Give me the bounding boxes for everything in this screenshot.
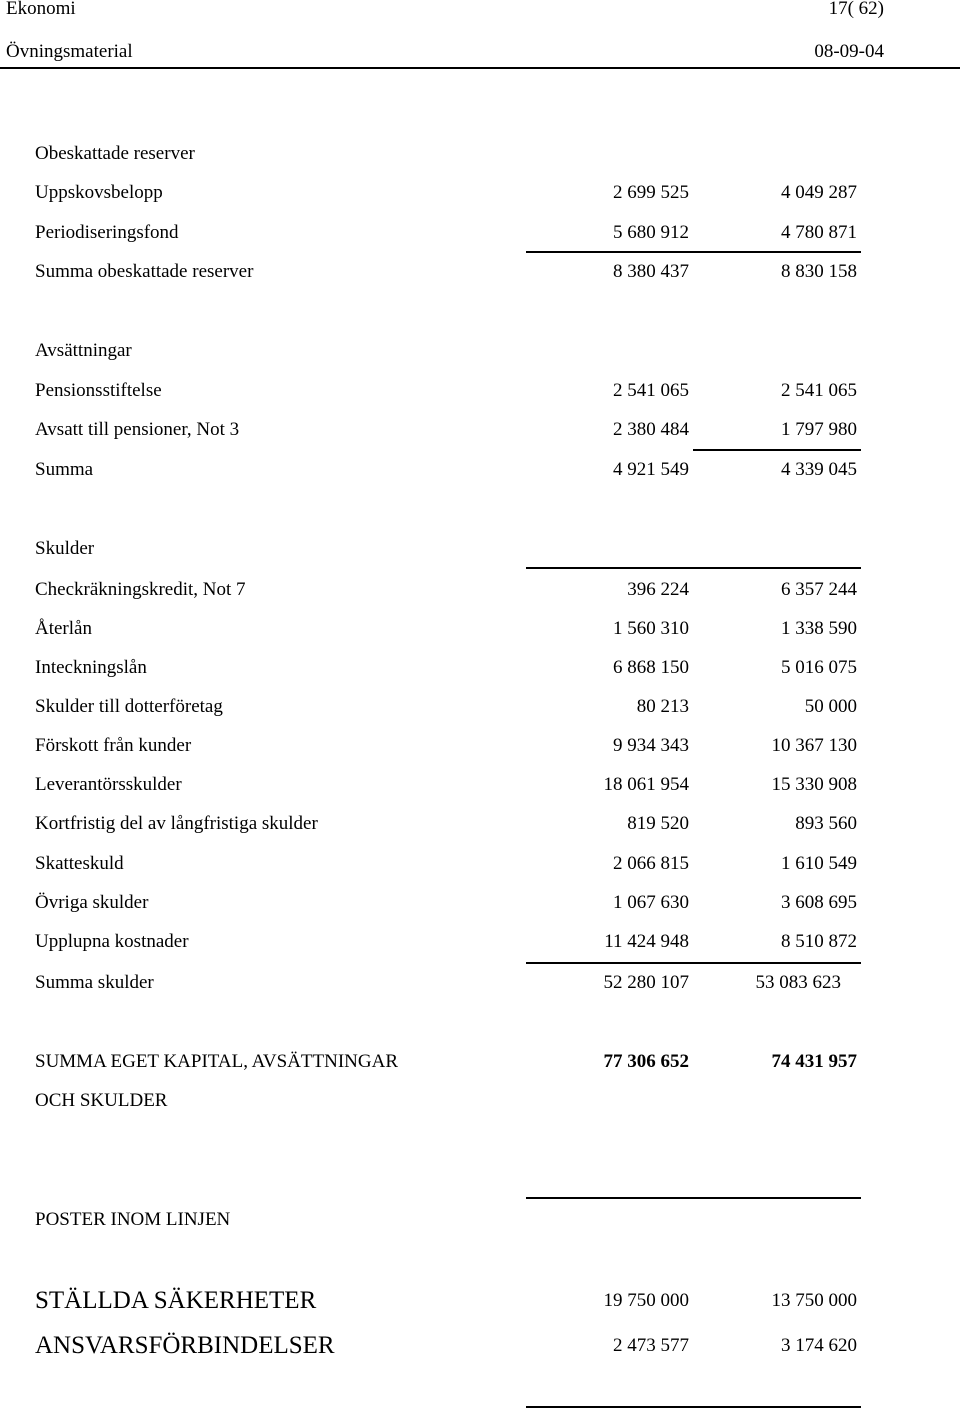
table-row (0, 929, 960, 955)
sum-rule (526, 567, 861, 569)
row-value-current: 2 473 577 (613, 1335, 689, 1356)
row-label: Leverantörsskulder (35, 774, 182, 795)
table-row (0, 890, 960, 916)
row-label: Avsättningar (35, 340, 132, 361)
row-value-previous: 4 339 045 (781, 459, 857, 480)
row-value-current: 11 424 948 (604, 931, 689, 952)
row-label: Uppskovsbelopp (35, 182, 163, 203)
grand-total-row (0, 1049, 960, 1075)
row-label: Skulder (35, 538, 95, 559)
section-rule (526, 1197, 861, 1199)
table-row (0, 141, 960, 167)
table-row (0, 811, 960, 837)
row-label: Skatteskuld (35, 853, 124, 874)
row-label: OCH SKULDER (35, 1090, 168, 1111)
row-value-current: 80 213 (636, 696, 689, 717)
header-page-number: 17( 62) (828, 0, 884, 19)
row-label: Obeskattade reserver (35, 143, 195, 164)
row-value-previous: 10 367 130 (771, 735, 857, 756)
sum-rule (693, 449, 861, 451)
row-label: ANSVARSFÖRBINDELSER (35, 1332, 335, 1359)
table-row (0, 733, 960, 759)
row-value-current: 1 560 310 (613, 618, 689, 639)
row-value-previous: 8 830 158 (781, 261, 857, 282)
header-date: 08-09-04 (814, 41, 884, 62)
row-value-previous: 8 510 872 (781, 931, 857, 952)
row-value-previous: 13 750 000 (771, 1290, 857, 1311)
row-label: Summa (35, 459, 94, 480)
row-value-current: 2 699 525 (613, 182, 689, 203)
row-label: Pensionsstiftelse (35, 380, 162, 401)
row-value-current: 396 224 (627, 579, 689, 600)
row-label: Summa skulder (35, 972, 154, 993)
row-value-previous: 4 049 287 (781, 182, 857, 203)
row-label: SUMMA EGET KAPITAL, AVSÄTTNINGAR (35, 1051, 399, 1072)
row-label: Checkräkningskredit, Not 7 (35, 579, 246, 600)
table-row (0, 1088, 960, 1114)
header-document-title: Övningsmaterial (6, 41, 133, 62)
row-label: POSTER INOM LINJEN (35, 1209, 231, 1230)
row-value-current: 1 067 630 (613, 892, 689, 913)
row-value-previous: 4 780 871 (781, 222, 857, 243)
row-label: Avsatt till pensioner, Not 3 (35, 419, 240, 440)
table-row (0, 1285, 960, 1317)
row-value-current: 2 380 484 (613, 419, 689, 440)
page-header-top (6, 0, 884, 20)
row-value-previous: 15 330 908 (771, 774, 857, 795)
table-row (0, 577, 960, 603)
row-value-current: 77 306 652 (603, 1051, 689, 1072)
table-row (0, 417, 960, 443)
page-header-bottom (6, 41, 884, 63)
row-value-current: 52 280 107 (603, 972, 689, 993)
table-row (0, 259, 960, 285)
table-row (0, 378, 960, 404)
row-value-previous: 893 560 (795, 813, 857, 834)
row-label: STÄLLDA SÄKERHETER (35, 1287, 317, 1314)
row-value-previous: 1 610 549 (781, 853, 857, 874)
closing-rule (526, 1406, 861, 1408)
table-row (0, 616, 960, 642)
table-row (0, 536, 960, 562)
row-value-current: 6 868 150 (613, 657, 689, 678)
table-row (0, 851, 960, 877)
table-row (0, 772, 960, 798)
sum-rule (526, 251, 861, 253)
row-label: Förskott från kunder (35, 735, 192, 756)
row-value-current: 9 934 343 (613, 735, 689, 756)
table-row (0, 457, 960, 483)
row-value-previous: 3 608 695 (781, 892, 857, 913)
row-value-previous: 1 797 980 (781, 419, 857, 440)
table-row (0, 1330, 960, 1362)
row-label: Inteckningslån (35, 657, 147, 678)
row-value-current: 819 520 (627, 813, 689, 834)
header-section-title: Ekonomi (6, 0, 76, 19)
table-row (0, 338, 960, 364)
row-value-previous: 5 016 075 (781, 657, 857, 678)
row-value-current: 2 541 065 (613, 380, 689, 401)
row-label: Upplupna kostnader (35, 931, 189, 952)
row-value-current: 8 380 437 (613, 261, 689, 282)
table-row (0, 694, 960, 720)
row-value-previous: 3 174 620 (781, 1335, 857, 1356)
row-value-previous: 74 431 957 (771, 1051, 857, 1072)
row-label: Återlån (35, 618, 92, 639)
row-value-previous: 50 000 (804, 696, 857, 717)
table-row (0, 180, 960, 206)
table-row (0, 1207, 960, 1233)
row-label: Kortfristig del av långfristiga skulder (35, 813, 318, 834)
row-value-current: 4 921 549 (613, 459, 689, 480)
row-label: Skulder till dotterföretag (35, 696, 223, 717)
row-label: Övriga skulder (35, 892, 149, 913)
row-value-current: 2 066 815 (613, 853, 689, 874)
row-value-current: 19 750 000 (603, 1290, 689, 1311)
table-row (0, 220, 960, 246)
row-value-current: 5 680 912 (613, 222, 689, 243)
row-value-previous: 6 357 244 (781, 579, 857, 600)
row-value-previous: 53 083 623 (755, 972, 841, 993)
row-label: Periodiseringsfond (35, 222, 179, 243)
row-value-current: 18 061 954 (603, 774, 689, 795)
row-value-previous: 1 338 590 (781, 618, 857, 639)
row-label: Summa obeskattade reserver (35, 261, 254, 282)
row-value-previous: 2 541 065 (781, 380, 857, 401)
table-row (0, 970, 960, 996)
table-row (0, 655, 960, 681)
sum-rule (526, 962, 861, 964)
header-divider (0, 67, 960, 69)
